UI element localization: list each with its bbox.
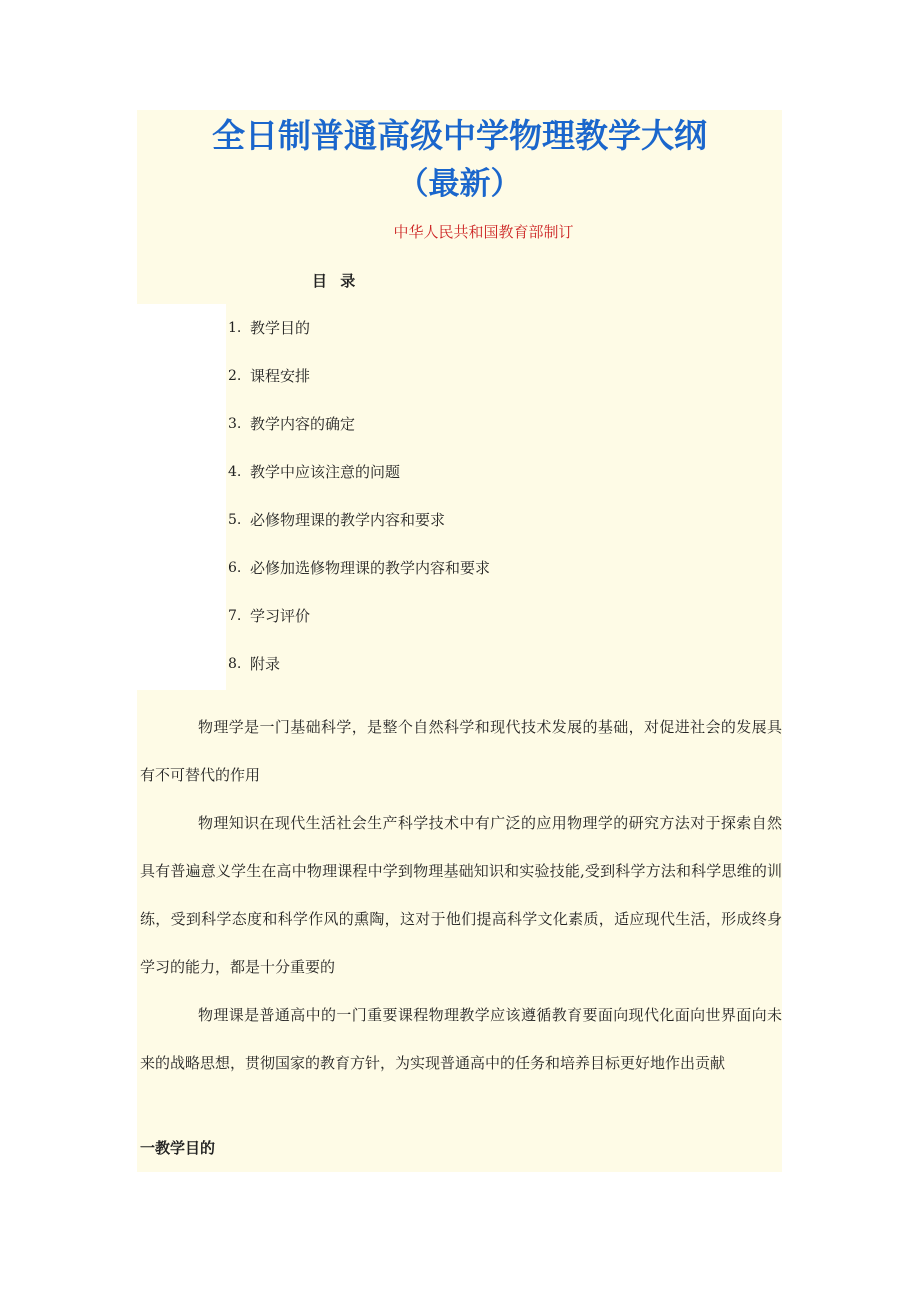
toc-heading: 目 录	[312, 272, 360, 290]
paragraph-physics-course: 物理课是普通高中的一门重要课程物理教学应该遵循教育要面向现代化面向世界面向未来的战略思想，贯彻国家的教育方针，为实现普通高中的任务和培养目标更好地作出贡献	[140, 1006, 782, 1072]
toc-item-content-determination	[228, 414, 490, 462]
toc-item-number: 8.	[228, 656, 242, 672]
toc-item-number: 1.	[228, 320, 242, 336]
section-heading-teaching-purpose: 一教学目的	[140, 1139, 216, 1157]
toc-item-course-arrangement	[228, 366, 490, 414]
toc-item-label: 必修物理课的教学内容和要求	[250, 511, 446, 529]
toc-item-label: 教学目的	[250, 319, 311, 337]
toc-item-number: 6.	[228, 560, 242, 576]
body-text	[140, 703, 782, 1087]
toc-item-number: 5.	[228, 512, 242, 528]
toc-item-learning-evaluation	[228, 606, 490, 654]
issuer-line: 中华人民共和国教育部制订	[393, 223, 574, 241]
toc-item-label: 教学内容的确定	[250, 415, 356, 433]
toc-list	[228, 318, 490, 702]
paragraph-physics-knowledge: 物理知识在现代生活社会生产科学技术中有广泛的应用物理学的研究方法对于探索自然具有普遍意义学生在高中物理课程中学到物理基础知识和实验技能,受到科学方法和科学思维的训练，受到科学态度和科学作风的熏陶，这对于他们提高科学文化素质，适应现代生活，形成终身学习的能力，都是十分重要的	[140, 814, 782, 976]
toc-item-number: 2.	[228, 368, 242, 384]
document-subtitle: （最新）	[397, 166, 522, 202]
toc-item-label: 教学中应该注意的问题	[250, 463, 401, 481]
toc-item-number: 7.	[228, 608, 242, 624]
document-title: 全日制普通高级中学物理教学大纲	[212, 116, 707, 155]
toc-item-required-course	[228, 510, 490, 558]
paragraph-physics-basic-science: 物理学是一门基础科学，是整个自然科学和现代技术发展的基础，对促进社会的发展具有不可替代的作用	[140, 718, 782, 784]
toc-item-label: 课程安排	[250, 367, 311, 385]
toc-item-label: 学习评价	[250, 607, 311, 625]
toc-item-number: 3.	[228, 416, 242, 432]
toc-item-teaching-issues	[228, 462, 490, 510]
toc-item-number: 4.	[228, 464, 242, 480]
toc-item-teaching-purpose	[228, 318, 490, 366]
toc-item-elective-course	[228, 558, 490, 606]
toc-item-appendix	[228, 654, 490, 702]
toc-item-label: 附录	[250, 655, 281, 673]
toc-item-label: 必修加选修物理课的教学内容和要求	[250, 559, 491, 577]
